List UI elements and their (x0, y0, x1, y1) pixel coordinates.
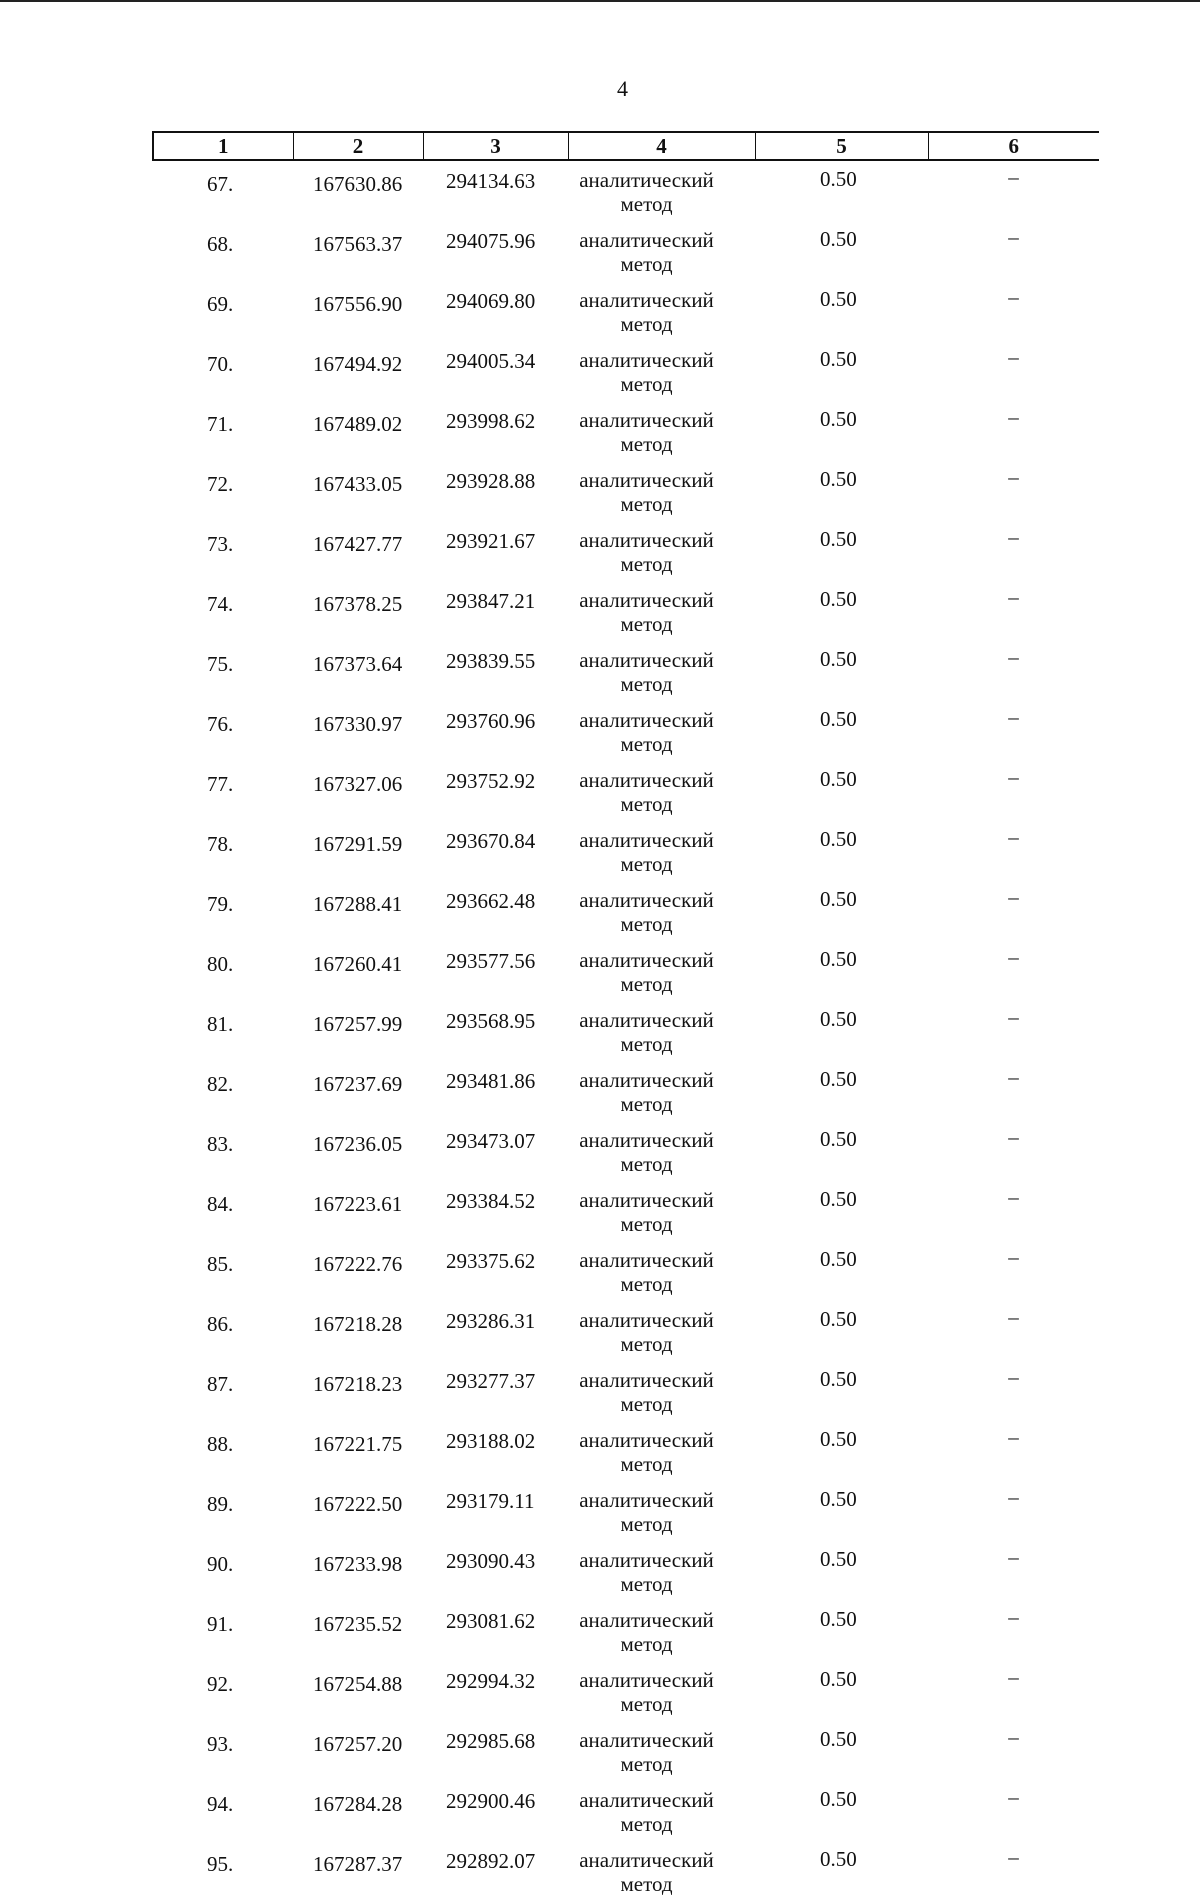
note-cell: – (1008, 645, 1019, 669)
point-number-cell: 71. (207, 412, 234, 436)
accuracy-cell: 0.50 (820, 1007, 857, 1031)
note-cell: – (1008, 465, 1019, 489)
point-number-cell: 67. (207, 172, 234, 196)
method-text: аналитический (579, 348, 714, 372)
note-cell: – (1008, 1725, 1019, 1749)
table-row (153, 821, 1099, 881)
y-coordinate-cell: 293752.92 (446, 769, 536, 793)
y-coordinate-cell: 293921.67 (446, 529, 536, 553)
accuracy-cell: 0.50 (820, 1787, 857, 1811)
method-cell (568, 1781, 755, 1841)
method-cell (568, 1181, 755, 1241)
x-coordinate-cell: 167373.64 (313, 652, 403, 676)
accuracy-cell: 0.50 (820, 407, 857, 431)
x-coordinate-cell: 167284.28 (313, 1792, 403, 1816)
point-number-cell: 89. (207, 1492, 234, 1516)
y-coordinate-cell: 294134.63 (446, 169, 536, 193)
point-number-cell: 86. (207, 1312, 234, 1336)
note-cell: – (1008, 885, 1019, 909)
x-coordinate-cell: 167288.41 (313, 892, 403, 916)
point-number-cell: 95. (207, 1852, 234, 1876)
table-row (153, 1661, 1099, 1721)
column-header: 1 (153, 132, 293, 160)
method-text: аналитический (579, 468, 714, 492)
table-row (153, 1601, 1099, 1661)
method-text: метод (620, 672, 673, 696)
column-header: 4 (568, 132, 755, 160)
note-cell: – (1008, 825, 1019, 849)
x-coordinate-cell: 167630.86 (313, 172, 403, 196)
accuracy-cell: 0.50 (820, 947, 857, 971)
method-text: метод (620, 1812, 673, 1836)
accuracy-cell: 0.50 (820, 1307, 857, 1331)
x-coordinate-cell: 167233.98 (313, 1552, 403, 1576)
method-text: аналитический (579, 1788, 714, 1812)
method-text: аналитический (579, 648, 714, 672)
point-number-cell: 73. (207, 532, 234, 556)
note-cell: – (1008, 1605, 1019, 1629)
method-cell (568, 641, 755, 701)
method-text: аналитический (579, 1368, 714, 1392)
y-coordinate-cell: 293760.96 (446, 709, 536, 733)
method-cell (568, 1421, 755, 1481)
method-text: аналитический (579, 1248, 714, 1272)
method-text: аналитический (579, 1428, 714, 1452)
table-row (153, 1241, 1099, 1301)
y-coordinate-cell: 293839.55 (446, 649, 536, 673)
method-cell (568, 401, 755, 461)
method-text: метод (620, 1512, 673, 1536)
accuracy-cell: 0.50 (820, 1127, 857, 1151)
method-text: метод (620, 1332, 673, 1356)
method-text: метод (620, 912, 673, 936)
x-coordinate-cell: 167236.05 (313, 1132, 403, 1156)
method-cell (568, 1661, 755, 1721)
y-coordinate-cell: 293670.84 (446, 829, 536, 853)
method-cell (568, 941, 755, 1001)
y-coordinate-cell: 292900.46 (446, 1789, 536, 1813)
method-cell (568, 1061, 755, 1121)
method-cell (568, 701, 755, 761)
point-number-cell: 92. (207, 1672, 234, 1696)
table-row (153, 221, 1099, 281)
note-cell: – (1008, 585, 1019, 609)
table-row (153, 1421, 1099, 1481)
table-row (153, 701, 1099, 761)
method-text: метод (620, 492, 673, 516)
method-text: метод (620, 1752, 673, 1776)
y-coordinate-cell: 293928.88 (446, 469, 536, 493)
page-number: 4 (617, 76, 628, 101)
accuracy-cell: 0.50 (820, 227, 857, 251)
point-number-cell: 85. (207, 1252, 234, 1276)
note-cell: – (1008, 405, 1019, 429)
method-text: метод (620, 1452, 673, 1476)
note-cell: – (1008, 1245, 1019, 1269)
x-coordinate-cell: 167235.52 (313, 1612, 403, 1636)
table-row (153, 461, 1099, 521)
note-cell: – (1008, 765, 1019, 789)
method-text: аналитический (579, 588, 714, 612)
x-coordinate-cell: 167563.37 (313, 232, 403, 256)
column-header: 3 (423, 132, 568, 160)
accuracy-cell: 0.50 (820, 1547, 857, 1571)
point-number-cell: 72. (207, 472, 234, 496)
method-cell (568, 1001, 755, 1061)
accuracy-cell: 0.50 (820, 647, 857, 671)
column-header: 5 (755, 132, 928, 160)
note-cell: – (1008, 1845, 1019, 1869)
table-row (153, 160, 1099, 221)
table-row (153, 1121, 1099, 1181)
note-cell: – (1008, 1785, 1019, 1809)
table-row (153, 1481, 1099, 1541)
x-coordinate-cell: 167218.23 (313, 1372, 403, 1396)
method-text: метод (620, 1872, 673, 1896)
method-cell (568, 1121, 755, 1181)
method-text: метод (620, 552, 673, 576)
accuracy-cell: 0.50 (820, 1847, 857, 1871)
table-row (153, 521, 1099, 581)
column-header: 6 (928, 132, 1099, 160)
x-coordinate-cell: 167556.90 (313, 292, 403, 316)
y-coordinate-cell: 293179.11 (446, 1489, 535, 1513)
method-text: аналитический (579, 408, 714, 432)
x-coordinate-cell: 167330.97 (313, 712, 403, 736)
y-coordinate-cell: 293375.62 (446, 1249, 536, 1273)
y-coordinate-cell: 292892.07 (446, 1849, 536, 1873)
method-cell (568, 581, 755, 641)
method-text: метод (620, 792, 673, 816)
y-coordinate-cell: 292985.68 (446, 1729, 536, 1753)
note-cell: – (1008, 1425, 1019, 1449)
table-row (153, 941, 1099, 1001)
note-cell: – (1008, 1485, 1019, 1509)
method-text: аналитический (579, 948, 714, 972)
point-number-cell: 81. (207, 1012, 234, 1036)
method-cell (568, 1481, 755, 1541)
table-row (153, 341, 1099, 401)
y-coordinate-cell: 293081.62 (446, 1609, 536, 1633)
note-cell: – (1008, 1125, 1019, 1149)
x-coordinate-cell: 167222.50 (313, 1492, 403, 1516)
point-number-cell: 83. (207, 1132, 234, 1156)
point-number-cell: 69. (207, 292, 234, 316)
method-text: метод (620, 372, 673, 396)
note-cell: – (1008, 1545, 1019, 1569)
point-number-cell: 84. (207, 1192, 234, 1216)
method-text: метод (620, 1272, 673, 1296)
table-row (153, 401, 1099, 461)
table-row (153, 581, 1099, 641)
x-coordinate-cell: 167260.41 (313, 952, 403, 976)
method-text: метод (620, 1692, 673, 1716)
y-coordinate-cell: 294069.80 (446, 289, 536, 313)
x-coordinate-cell: 167489.02 (313, 412, 403, 436)
method-cell (568, 821, 755, 881)
accuracy-cell: 0.50 (820, 347, 857, 371)
method-text: метод (620, 1212, 673, 1236)
accuracy-cell: 0.50 (820, 827, 857, 851)
x-coordinate-cell: 167327.06 (313, 772, 403, 796)
method-cell (568, 160, 755, 221)
note-cell: – (1008, 285, 1019, 309)
method-text: метод (620, 1152, 673, 1176)
method-text: метод (620, 432, 673, 456)
note-cell: – (1008, 525, 1019, 549)
method-cell (568, 761, 755, 821)
x-coordinate-cell: 167237.69 (313, 1072, 403, 1096)
x-coordinate-cell: 167433.05 (313, 472, 403, 496)
accuracy-cell: 0.50 (820, 1067, 857, 1091)
y-coordinate-cell: 293286.31 (446, 1309, 536, 1333)
table-row (153, 1181, 1099, 1241)
method-cell (568, 881, 755, 941)
x-coordinate-cell: 167427.77 (313, 532, 403, 556)
point-number-cell: 93. (207, 1732, 234, 1756)
method-cell (568, 221, 755, 281)
method-text: аналитический (579, 288, 714, 312)
x-coordinate-cell: 167378.25 (313, 592, 403, 616)
y-coordinate-cell: 293188.02 (446, 1429, 536, 1453)
point-number-cell: 90. (207, 1552, 234, 1576)
accuracy-cell: 0.50 (820, 707, 857, 731)
method-text: аналитический (579, 1608, 714, 1632)
method-text: метод (620, 852, 673, 876)
table-row (153, 1841, 1099, 1901)
accuracy-cell: 0.50 (820, 1427, 857, 1451)
method-text: аналитический (579, 888, 714, 912)
note-cell: – (1008, 1065, 1019, 1089)
accuracy-cell: 0.50 (820, 1607, 857, 1631)
x-coordinate-cell: 167222.76 (313, 1252, 403, 1276)
accuracy-cell: 0.50 (820, 1247, 857, 1271)
table-row (153, 641, 1099, 701)
y-coordinate-cell: 293090.43 (446, 1549, 536, 1573)
accuracy-cell: 0.50 (820, 1187, 857, 1211)
x-coordinate-cell: 167291.59 (313, 832, 403, 856)
point-number-cell: 91. (207, 1612, 234, 1636)
y-coordinate-cell: 293568.95 (446, 1009, 536, 1033)
method-text: метод (620, 1392, 673, 1416)
note-cell: – (1008, 1185, 1019, 1209)
page-top-edge (0, 0, 1200, 2)
method-text: аналитический (579, 1488, 714, 1512)
note-cell: – (1008, 1665, 1019, 1689)
method-cell (568, 281, 755, 341)
table-row (153, 1001, 1099, 1061)
point-number-cell: 76. (207, 712, 234, 736)
method-text: метод (620, 972, 673, 996)
accuracy-cell: 0.50 (820, 467, 857, 491)
accuracy-cell: 0.50 (820, 167, 857, 191)
note-cell: – (1008, 1365, 1019, 1389)
method-cell (568, 1541, 755, 1601)
x-coordinate-cell: 167254.88 (313, 1672, 403, 1696)
point-number-cell: 74. (207, 592, 234, 616)
accuracy-cell: 0.50 (820, 287, 857, 311)
method-text: аналитический (579, 1308, 714, 1332)
method-text: аналитический (579, 1008, 714, 1032)
point-number-cell: 94. (207, 1792, 234, 1816)
table-row (153, 761, 1099, 821)
point-number-cell: 87. (207, 1372, 234, 1396)
y-coordinate-cell: 293998.62 (446, 409, 536, 433)
point-number-cell: 88. (207, 1432, 234, 1456)
method-text: аналитический (579, 228, 714, 252)
point-number-cell: 82. (207, 1072, 234, 1096)
method-text: аналитический (579, 168, 714, 192)
method-cell (568, 1841, 755, 1901)
note-cell: – (1008, 945, 1019, 969)
method-text: метод (620, 1032, 673, 1056)
accuracy-cell: 0.50 (820, 1667, 857, 1691)
x-coordinate-cell: 167257.99 (313, 1012, 403, 1036)
table-row (153, 1301, 1099, 1361)
method-cell (568, 1301, 755, 1361)
x-coordinate-cell: 167221.75 (313, 1432, 403, 1456)
x-coordinate-cell: 167257.20 (313, 1732, 403, 1756)
point-number-cell: 77. (207, 772, 234, 796)
method-cell (568, 1361, 755, 1421)
method-text: аналитический (579, 1848, 714, 1872)
accuracy-cell: 0.50 (820, 587, 857, 611)
method-text: аналитический (579, 1548, 714, 1572)
method-cell (568, 341, 755, 401)
y-coordinate-cell: 293473.07 (446, 1129, 536, 1153)
header-row (153, 132, 1099, 160)
method-text: метод (620, 1632, 673, 1656)
y-coordinate-cell: 293384.52 (446, 1189, 536, 1213)
method-cell (568, 1241, 755, 1301)
point-number-cell: 70. (207, 352, 234, 376)
point-number-cell: 68. (207, 232, 234, 256)
method-text: аналитический (579, 768, 714, 792)
accuracy-cell: 0.50 (820, 887, 857, 911)
table-row (153, 1721, 1099, 1781)
method-text: аналитический (579, 828, 714, 852)
note-cell: – (1008, 1005, 1019, 1029)
table-row (153, 281, 1099, 341)
method-cell (568, 1721, 755, 1781)
method-cell (568, 521, 755, 581)
table-row (153, 1061, 1099, 1121)
note-cell: – (1008, 165, 1019, 189)
accuracy-cell: 0.50 (820, 1727, 857, 1751)
x-coordinate-cell: 167223.61 (313, 1192, 403, 1216)
method-cell (568, 1601, 755, 1661)
y-coordinate-cell: 294075.96 (446, 229, 536, 253)
method-text: метод (620, 192, 673, 216)
y-coordinate-cell: 294005.34 (446, 349, 536, 373)
method-text: метод (620, 1092, 673, 1116)
note-cell: – (1008, 705, 1019, 729)
method-text: аналитический (579, 1068, 714, 1092)
table-row (153, 881, 1099, 941)
y-coordinate-cell: 293481.86 (446, 1069, 536, 1093)
table-row (153, 1361, 1099, 1421)
method-text: аналитический (579, 1728, 714, 1752)
y-coordinate-cell: 293847.21 (446, 589, 536, 613)
y-coordinate-cell: 293662.48 (446, 889, 536, 913)
note-cell: – (1008, 1305, 1019, 1329)
coordinates-table (152, 131, 1099, 1901)
point-number-cell: 79. (207, 892, 234, 916)
y-coordinate-cell: 293277.37 (446, 1369, 536, 1393)
point-number-cell: 75. (207, 652, 234, 676)
point-number-cell: 78. (207, 832, 234, 856)
method-text: метод (620, 312, 673, 336)
method-text: аналитический (579, 708, 714, 732)
x-coordinate-cell: 167218.28 (313, 1312, 403, 1336)
table-body (153, 160, 1099, 1901)
note-cell: – (1008, 345, 1019, 369)
method-text: метод (620, 252, 673, 276)
column-header: 2 (293, 132, 423, 160)
accuracy-cell: 0.50 (820, 1487, 857, 1511)
method-text: аналитический (579, 1668, 714, 1692)
table-row (153, 1781, 1099, 1841)
table-row (153, 1541, 1099, 1601)
method-text: аналитический (579, 1128, 714, 1152)
x-coordinate-cell: 167494.92 (313, 352, 403, 376)
note-cell: – (1008, 225, 1019, 249)
method-text: метод (620, 1572, 673, 1596)
method-text: аналитический (579, 1188, 714, 1212)
accuracy-cell: 0.50 (820, 1367, 857, 1391)
y-coordinate-cell: 293577.56 (446, 949, 536, 973)
accuracy-cell: 0.50 (820, 527, 857, 551)
accuracy-cell: 0.50 (820, 767, 857, 791)
method-cell (568, 461, 755, 521)
method-text: метод (620, 612, 673, 636)
point-number-cell: 80. (207, 952, 234, 976)
method-text: метод (620, 732, 673, 756)
y-coordinate-cell: 292994.32 (446, 1669, 536, 1693)
method-text: аналитический (579, 528, 714, 552)
x-coordinate-cell: 167287.37 (313, 1852, 403, 1876)
